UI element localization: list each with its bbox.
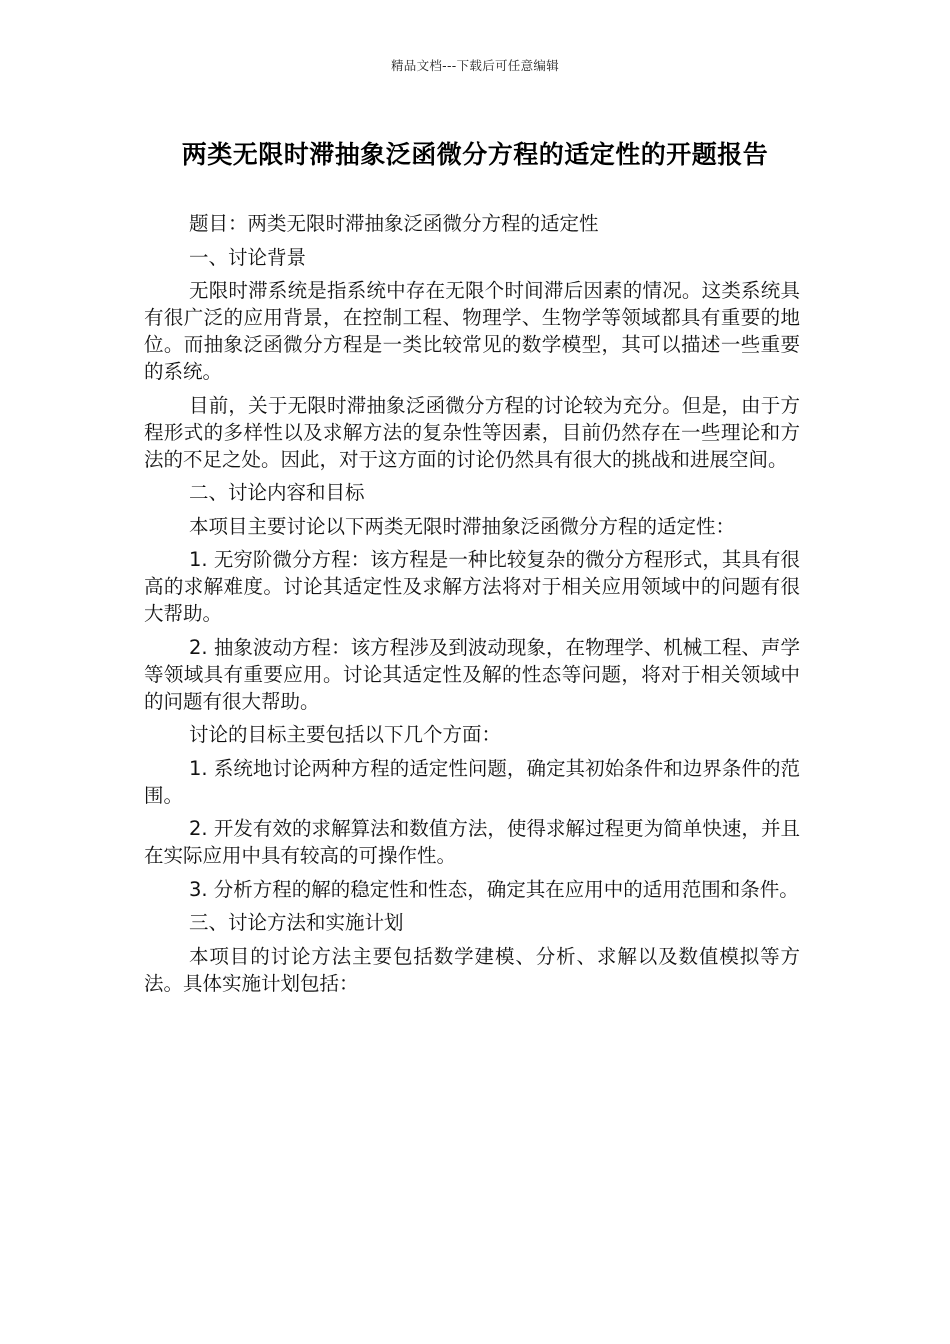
goals-intro-paragraph: 讨论的目标主要包括以下几个方面：	[189, 723, 502, 746]
content-intro-paragraph: 本项目主要讨论以下两类无限时滞抽象泛函微分方程的适定性：	[189, 514, 736, 538]
goal-item-2: 2. 开发有效的求解算法和数值方法，使得求解过程更为简单快速，并且在实际应用中具有较高的可操作性。	[144, 817, 800, 867]
topic-line: 题目：两类无限时滞抽象泛函微分方程的适定性	[189, 212, 599, 235]
goal-item-3: 3. 分析方程的解的稳定性和性态，确定其在应用中的适用范围和条件。	[189, 877, 799, 901]
section-heading-content-goals: 二、讨论内容和目标	[189, 481, 365, 504]
content-item-1: 1. 无穷阶微分方程：该方程是一种比较复杂的微分方程形式，其具有很高的求解难度。讨论其适定性及求解方法将对于相关应用领域中的问题有很大帮助。	[144, 548, 800, 625]
section-heading-methods-plan: 三、讨论方法和实施计划	[189, 911, 404, 934]
content-item-2: 2. 抽象波动方程：该方程涉及到波动现象，在物理学、机械工程、声学等领域具有重要应用。讨论其适定性及解的性态等问题，将对于相关领域中的问题有很大帮助。	[144, 635, 800, 713]
background-paragraph-2: 目前，关于无限时滞抽象泛函微分方程的讨论较为充分。但是，由于方程形式的多样性以及求解方法的复杂性等因素，目前仍然存在一些理论和方法的不足之处。因此，对于这方面的讨论仍然具有很大的挑战和进展空间。	[144, 393, 800, 471]
background-paragraph-1: 无限时滞系统是指系统中存在无限个时间滞后因素的情况。这类系统具有很广泛的应用背景，在控制工程、物理学、生物学等领域都具有重要的地位。而抽象泛函微分方程是一类比较常见的数学模型，其可以描述一些重要的系统。	[144, 279, 800, 383]
document-title: 两类无限时滞抽象泛函微分方程的适定性的开题报告	[181, 140, 769, 169]
goal-item-1: 1. 系统地讨论两种方程的适定性问题，确定其初始条件和边界条件的范围。	[144, 756, 800, 807]
header-note: 精品文档---下载后可任意编辑	[390, 58, 560, 73]
methods-paragraph: 本项目的讨论方法主要包括数学建模、分析、求解以及数值模拟等方法。具体实施计划包括：	[144, 944, 800, 995]
document-body	[144, 210, 800, 1003]
section-heading-background: 一、讨论背景	[189, 245, 307, 269]
